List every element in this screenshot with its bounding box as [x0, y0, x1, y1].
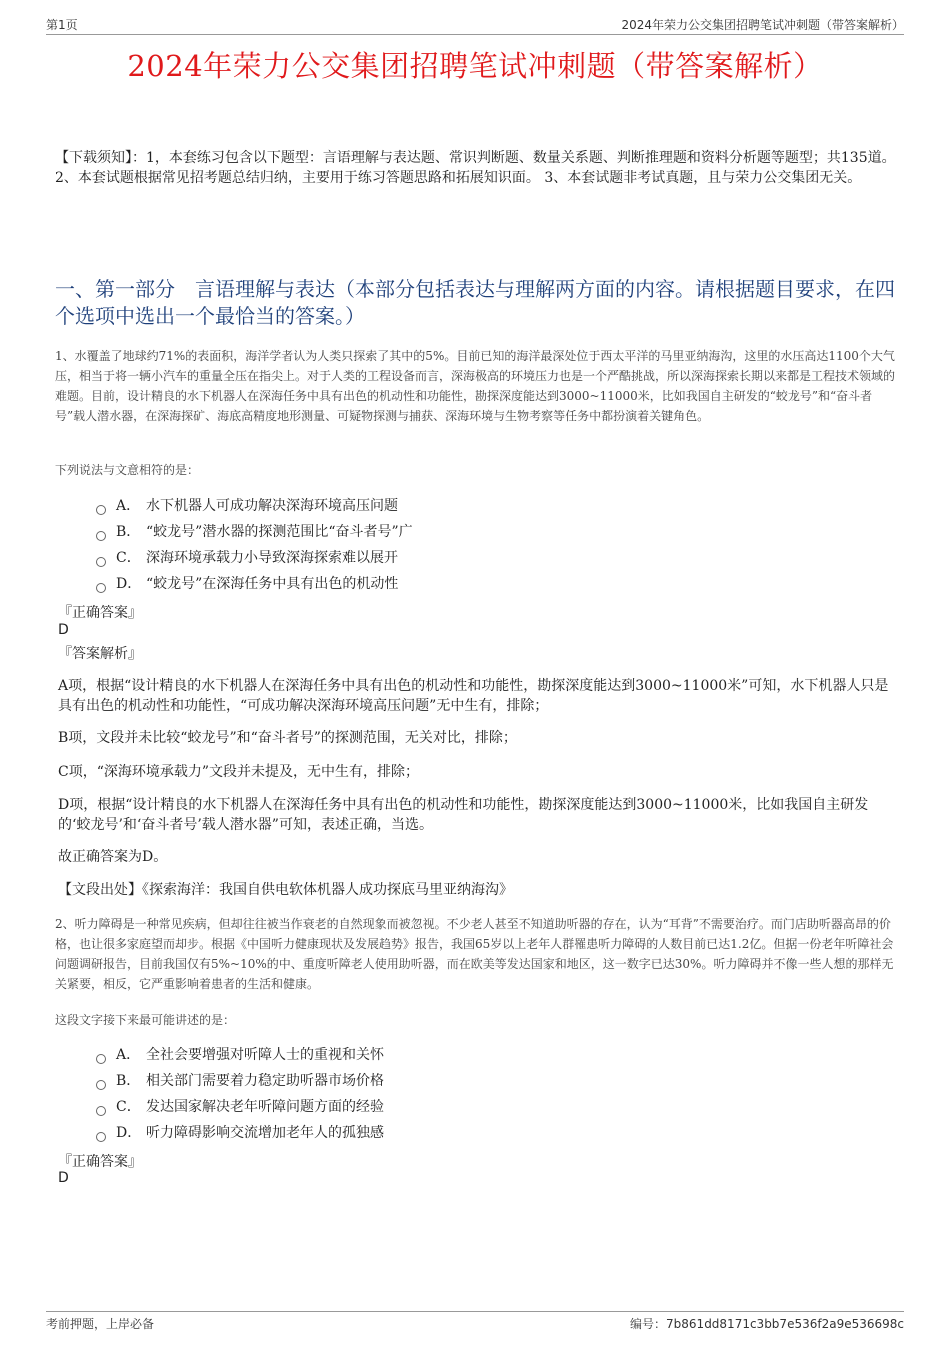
question-2-prompt: 这段文字接下来最可能讲述的是： — [55, 1013, 236, 1027]
radio-icon[interactable] — [96, 1080, 106, 1090]
q1-analysis-a: A项，根据“设计精良的水下机器人在深海任务中具有出色的机动性和功能性，勘探深度能达到3000~11000米”可知，水下机器人只是具有出色的机动性和功能性，“可成功解决深海环境高压问题”无中生有，排除； — [58, 678, 889, 714]
question-1-text: 1、水覆盖了地球约71%的表面积，海洋学者认为人类只探索了其中的5%。目前已知的海洋最深处位于西太平洋的马里亚纳海沟，这里的水压高达1100个大气压，相当于将一辆小汽车的重量全压在指尖上。对于人类的工程设备而言，深海极高的环境压力也是一个严酷挑战，所以深海探索长期以来都是工程技术领域的难题。目前，设计精良的水下机器人在深海任务中具有出色的机动性和功能性，勘探深度能达到3000~11000米，比如我国自主研发的“蛟龙号”和“奋斗者号”载人潜水器，在深海探矿、海底高精度地形测量、可疑物探测与捕获、深海环境与生物考察等任务中都扮演着关键角色。 — [55, 349, 896, 423]
q1-option-d[interactable]: D． “蛟龙号”在深海任务中具有出色的机动性 — [96, 574, 398, 594]
download-notice: 【下载须知】：1，本套练习包含以下题型：言语理解与表达题、常识判断题、数量关系题、判断推理题和资料分析题等题型；共135道。 2、本套试题根据常见招考题总结归纳，主要用于练习答题思路和拓展知识面。 3、本套试题非考试真题，且与荣力公交集团无关。 — [55, 150, 896, 186]
page-header — [46, 14, 904, 35]
q2-option-d[interactable]: D． 听力障碍影响交流增加老年人的孤独感 — [96, 1123, 384, 1143]
q1-option-c[interactable]: C． 深海环境承载力小导致深海探索难以展开 — [96, 548, 398, 568]
radio-icon[interactable] — [96, 557, 106, 567]
q2-option-a[interactable]: A． 全社会要增强对听障人士的重视和关怀 — [96, 1045, 384, 1065]
q1-source: 【文段出处】《探索海洋：我国自供电软体机器人成功探底马里亚纳海沟》 — [58, 882, 513, 898]
q1-analysis-c: C项，“深海环境承载力”文段并未提及，无中生有，排除； — [58, 764, 420, 780]
q2-answer-label: 『正确答案』 — [58, 1154, 142, 1170]
q2-answer-value: D — [58, 1170, 69, 1186]
page-number: 第1页 — [46, 18, 78, 32]
q1-answer-label: 『正确答案』 — [58, 605, 142, 621]
radio-icon[interactable] — [96, 531, 106, 541]
radio-icon[interactable] — [96, 505, 106, 515]
question-2-text: 2、听力障碍是一种常见疾病，但却往往被当作衰老的自然现象而被忽视。不少老人甚至不知道助听器的存在，认为“耳背”不需要治疗。而门店助听器高昂的价格，也让很多家庭望而却步。根据《中国听力健康现状及发展趋势》报告，我国65岁以上老年人群罹患听力障碍的人数目前已达1.2亿。但据一份老年听障社会问题调研报告，目前我国仅有5%~10%的中、重度听障老人使用助听器，而在欧美等发达国家和地区，这一数字已达30%。听力障碍并不像一些人想的那样无关紧要，相反，它严重影响着患者的生活和健康。 — [55, 917, 894, 991]
page-footer — [46, 1311, 904, 1332]
section-title: 一、第一部分 言语理解与表达（本部分包括表达与理解两方面的内容。请根据题目要求，在四个选项中选出一个最恰当的答案。） — [55, 277, 895, 328]
q1-analysis-b: B项，文段并未比较“蛟龙号”和“奋斗者号”的探测范围，无关对比，排除； — [58, 730, 517, 746]
radio-icon[interactable] — [96, 1106, 106, 1116]
q1-analysis-label: 『答案解析』 — [58, 646, 142, 662]
radio-icon[interactable] — [96, 1054, 106, 1064]
q1-option-a[interactable]: A． 水下机器人可成功解决深海环境高压问题 — [96, 496, 398, 516]
q1-analysis-d: D项，根据“设计精良的水下机器人在深海任务中具有出色的机动性和功能性，勘探深度能达到3000~11000米，比如我国自主研发的‘蛟龙号’和‘奋斗者号’载人潜水器”可知，表述正确，当选。 — [58, 797, 869, 833]
radio-icon[interactable] — [96, 1132, 106, 1142]
footer-doc-id: 编号：7b861dd8171c3bb7e536f2a9e536698c — [630, 1317, 904, 1331]
q2-option-b[interactable]: B． 相关部门需要着力稳定助听器市场价格 — [96, 1071, 384, 1091]
q2-option-c[interactable]: C． 发达国家解决老年听障问题方面的经验 — [96, 1097, 384, 1117]
footer-slogan: 考前押题，上岸必备 — [46, 1317, 155, 1331]
q1-conclusion: 故正确答案为D。 — [58, 849, 168, 865]
q1-answer-value: D — [58, 622, 69, 638]
header-doc-title: 2024年荣力公交集团招聘笔试冲刺题（带答案解析） — [621, 18, 904, 32]
document-title: 2024年荣力公交集团招聘笔试冲刺题（带答案解析） — [127, 49, 823, 83]
question-1-prompt: 下列说法与文意相符的是： — [55, 463, 200, 477]
q1-option-b[interactable]: B． “蛟龙号”潜水器的探测范围比“奋斗者号”广 — [96, 522, 413, 542]
radio-icon[interactable] — [96, 583, 106, 593]
